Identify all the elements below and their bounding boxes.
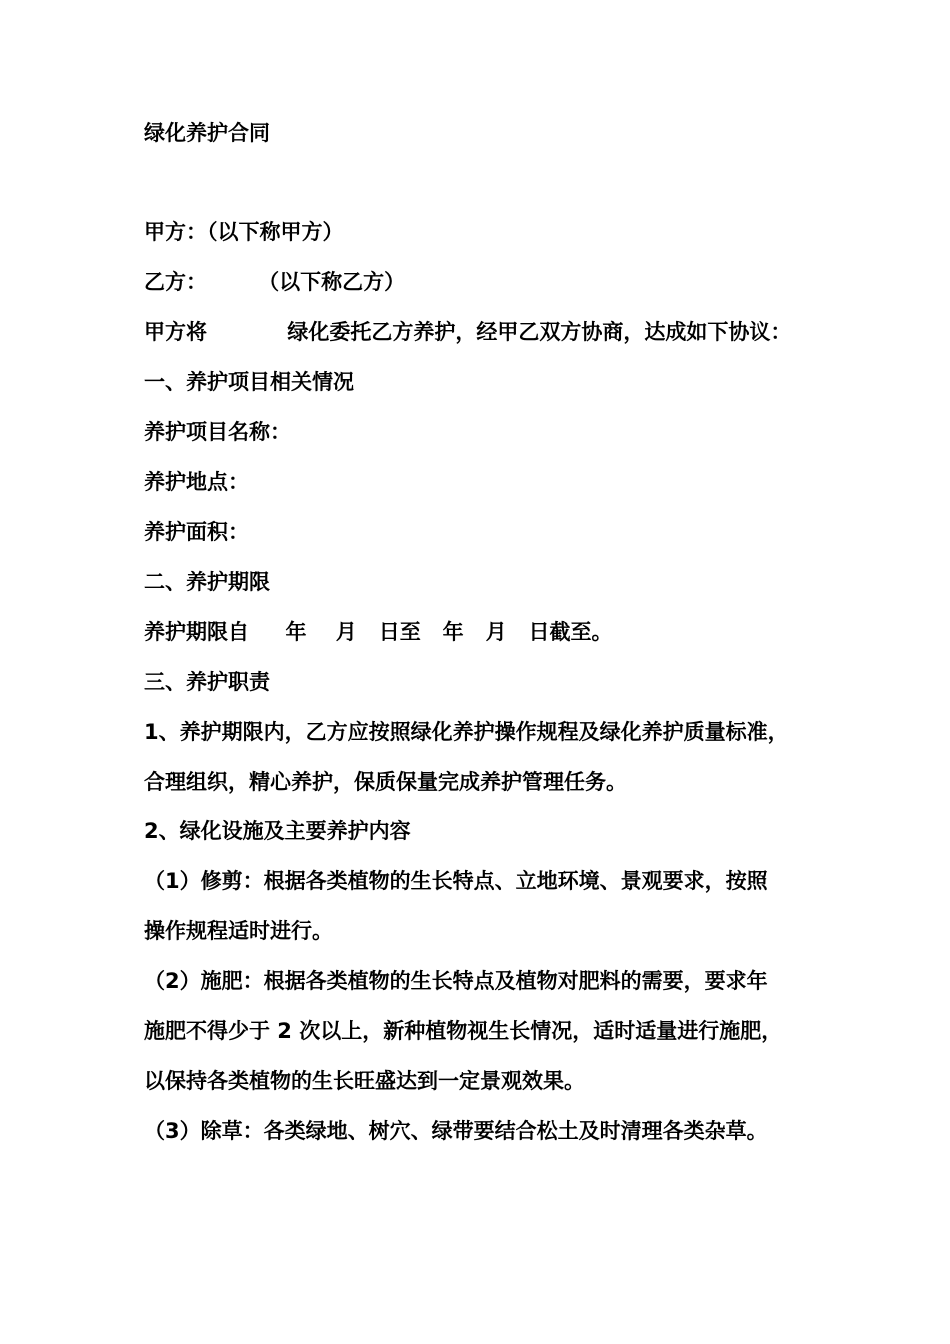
fertilizing-line-2: 施肥不得少于 2 次以上，新种植物视生长情况，适时适量进行施肥， <box>144 1019 783 1043</box>
section-heading-1: 一、养护项目相关情况 <box>144 370 354 394</box>
section-heading-2: 二、养护期限 <box>144 570 270 594</box>
fertilizing-line-3: 以保持各类植物的生长旺盛达到一定景观效果。 <box>144 1069 585 1093</box>
maintenance-period-line: 养护期限自 年 月 日至 年 月 日截至。 <box>144 620 613 644</box>
project-name-line: 养护项目名称： <box>144 420 291 444</box>
section-heading-3: 三、养护职责 <box>144 670 270 694</box>
pruning-line-1: （1）修剪：根据各类植物的生长特点、立地环境、景观要求，按照 <box>144 869 768 893</box>
project-area-line: 养护面积： <box>144 520 249 544</box>
weeding-line: （3）除草：各类绿地、树穴、绿带要结合松土及时清理各类杂草。 <box>144 1119 768 1143</box>
agreement-intro-line: 甲方将 绿化委托乙方养护，经甲乙双方协商，达成如下协议： <box>144 320 792 344</box>
duty-1-line-1: 1、养护期限内，乙方应按照绿化养护操作规程及绿化养护质量标准， <box>144 720 789 744</box>
document-title: 绿化养护合同 <box>144 121 270 145</box>
party-b-line: 乙方： （以下称乙方） <box>144 270 406 294</box>
party-a-line: 甲方：（以下称甲方） <box>144 220 344 244</box>
fertilizing-line-1: （2）施肥：根据各类植物的生长特点及植物对肥料的需要，要求年 <box>144 969 768 993</box>
duty-1-line-2: 合理组织，精心养护，保质保量完成养护管理任务。 <box>144 770 627 794</box>
duty-2-heading: 2、绿化设施及主要养护内容 <box>144 819 411 843</box>
pruning-line-2: 操作规程适时进行。 <box>144 919 333 943</box>
project-location-line: 养护地点： <box>144 470 249 494</box>
